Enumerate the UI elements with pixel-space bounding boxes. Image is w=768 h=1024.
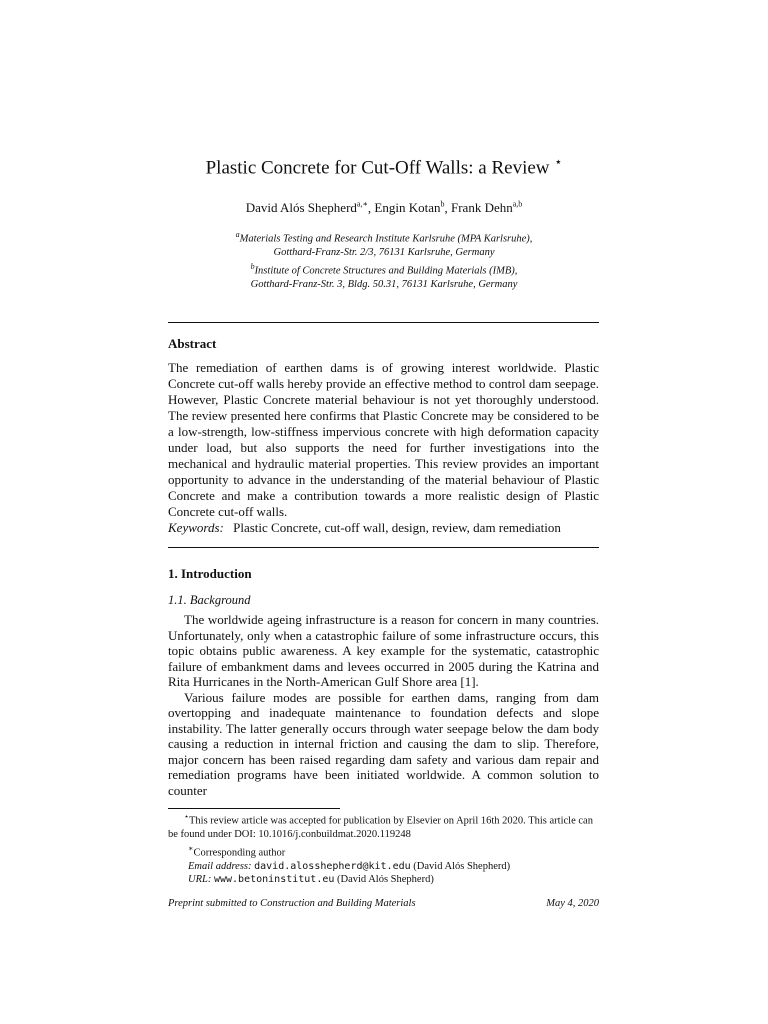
footnote-rule [168,808,340,809]
abstract-text: The remediation of earthen dams is of growing interest worldwide. Plastic Concrete cut-off walls hereby provide an effective method to control dam seepage. However, Plastic Concrete material behaviour is not yet thoroughly understood. The review presented here confirms that Plastic Concrete may be considered to be a low-strength, low-stiffness impervious concrete with high deformation capacity under load, but also supports the need for further investigations into the mechanical and hydraulic material properties. This review provides an important opportunity to advance in the understanding of the material behaviour of Plastic Concrete and make a contribution towards a more realistic design of Plastic Concrete cut-off walls. [168,360,599,519]
url-link[interactable]: www.betoninstitut.eu [213,874,335,885]
author: Frank Dehn$^{a,b}$ [450,200,523,216]
email-link[interactable]: david.alosshepherd@kit.edu [254,860,411,872]
abstract-top-rule [168,322,599,323]
keywords-label: Keywords: [168,520,224,535]
paper-title [0,154,768,179]
footnote-corresponding: ∗Corresponding author [188,843,286,858]
keywords-text: Plastic Concrete, cut-off wall, design, review, dam remediation [233,520,561,535]
footnote-review: ⋆This review article was accepted for publication by Elsevier on April 16th 2020. This article can be found under DOI: 10.1016/j.conbuildmat.2020.119248 [168,812,593,840]
paragraph: The worldwide ageing infrastructure is a reason for concern in many countries. Unfortunately, only when a catastrophic failure of some infrastructure occurs, this topic obtains public awareness. A key example for the systematic, catastrophic failure of embankment dams and levees occurred in 2005 during the Katrina and Rita Hurricanes in the North-American Gulf Shore area [1]. [168,612,599,689]
body-text [168,612,599,798]
paragraph: Various failure modes are possible for earthen dams, ranging from dam overtopping and inadequate maintenance to foundation defects and slope instability. The latter generally occurs through water seepage below the dam body causing a reduction in internal friction and causing the dam to slip. Therefore, major concern has been raised regarding dam safety and various dam repair and remediation programs have been initiated worldwide. A common solution to counter [168,689,599,798]
subsection-heading: 1.1. Background [168,593,251,607]
affiliation-b-address: Gotthard-Franz-Str. 3, Bldg. 50.31, 76131 Karlsruhe, Germany [250,278,518,290]
affiliation-a-address: Gotthard-Franz-Str. 2/3, 76131 Karlsruhe, Germany [273,247,495,258]
footer-date: May 4, 2020 [546,898,599,909]
author-list: David Alós Shepherd$^{a,∗}$, Engin Kotan$^b$, Frank Dehn$^{a,b}$ [245,200,523,216]
abstract-bottom-rule [168,547,599,548]
author: Engin Kotan$^b$ [374,200,445,216]
abstract-heading: Abstract [168,336,217,351]
author: David Alós Shepherd$^{a,∗}$ [245,200,368,216]
title-text: Plastic Concrete for Cut-Off Walls: a Review [205,157,550,179]
footnotes [168,810,599,887]
footnote-email: Email address: david.alosshepherd@kit.edu (David Alós Shepherd) [188,860,511,872]
keywords [168,520,599,536]
affiliations [0,228,768,291]
section-heading: 1. Introduction [168,566,252,581]
footer-journal: Preprint submitted to Construction and Building Materials [168,898,416,909]
affiliation-b: $^b$Institute of Concrete Structures and Building Materials (IMB), [250,261,518,276]
title-footnote-mark: ⋆ [554,154,563,169]
page-footer [168,898,599,909]
footnote-url: URL: www.betoninstitut.eu (David Alós Shepherd) [188,874,434,885]
affiliation-a: $^a$Materials Testing and Research Institute Karlsruhe (MPA Karlsruhe), [235,230,533,245]
